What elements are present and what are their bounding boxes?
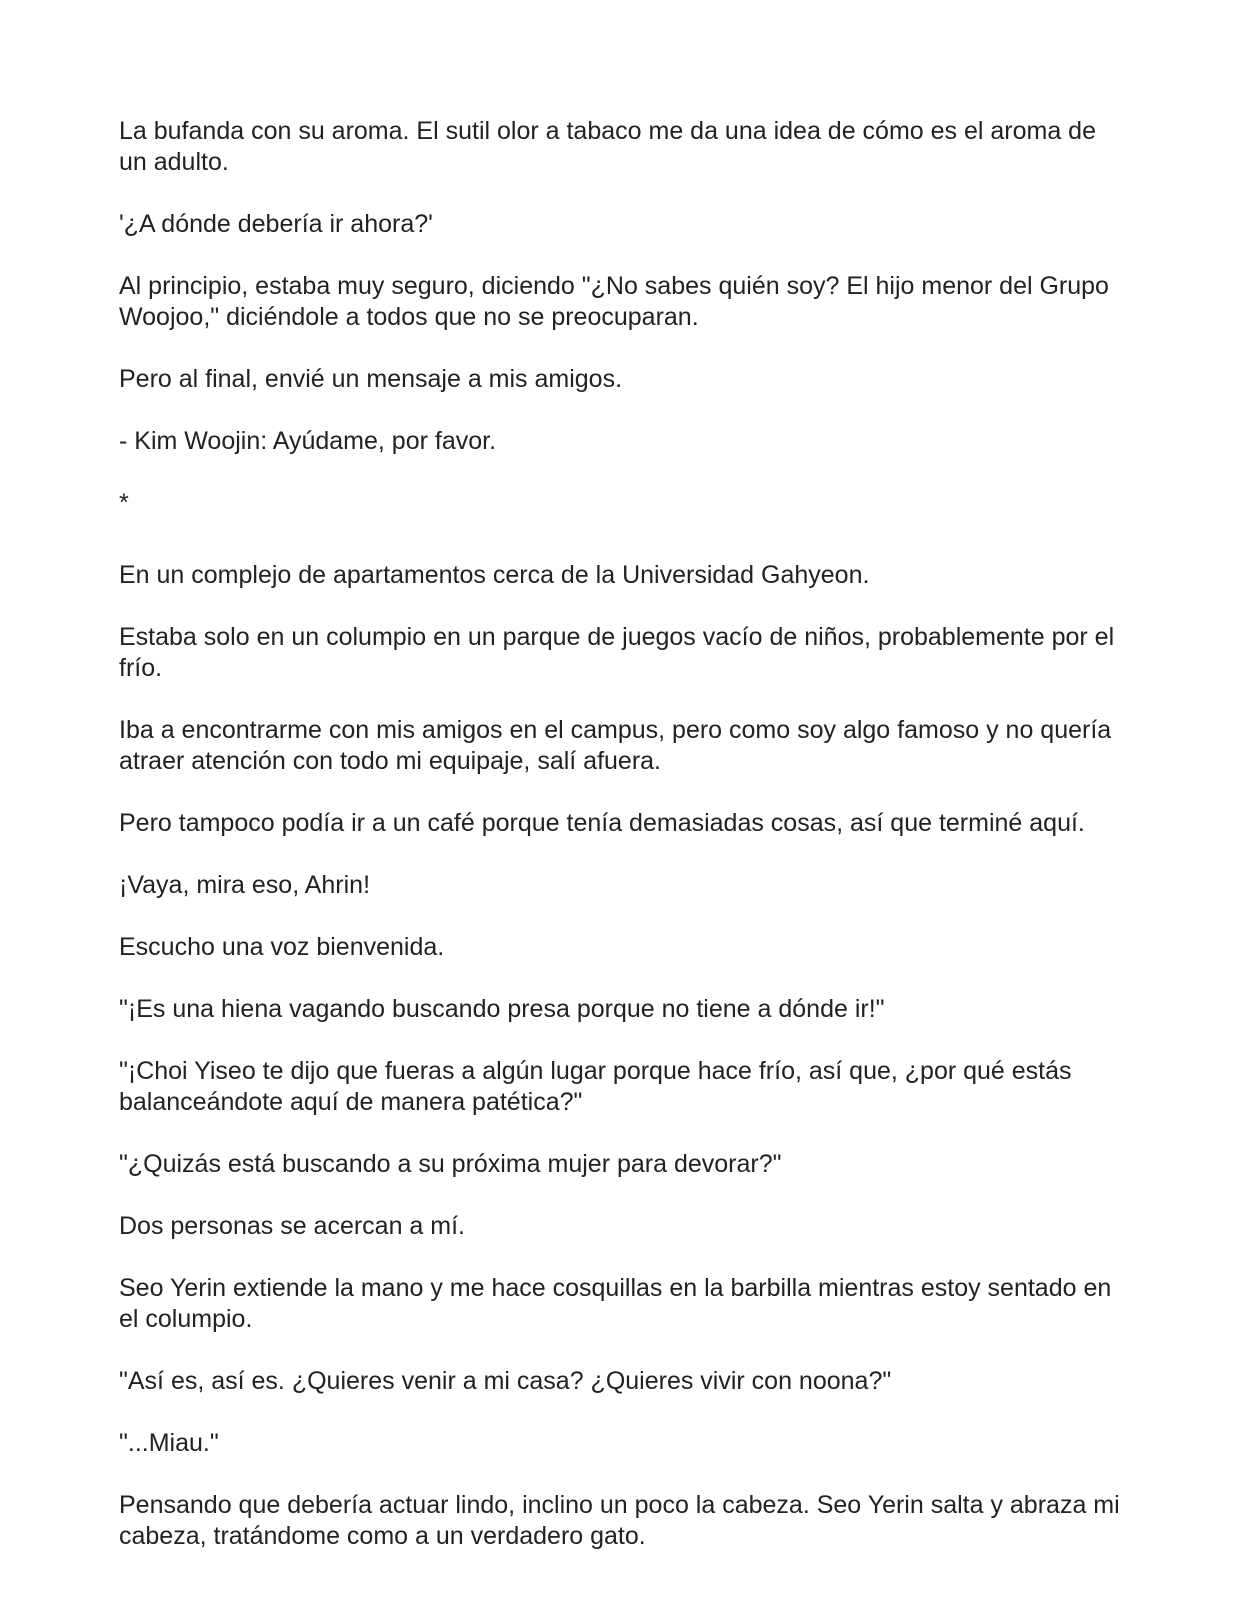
paragraph: Al principio, estaba muy seguro, diciendo "¿No sabes quién soy? El hijo menor del Grupo Woojoo," diciéndole a todos que no se preocuparan. [119, 272, 1109, 331]
paragraph: Estaba solo en un columpio en un parque de juegos vacío de niños, probablemente por el frío. [119, 623, 1115, 682]
paragraph: "...Miau." [119, 1429, 219, 1457]
paragraph: "¡Choi Yiseo te dijo que fueras a algún lugar porque hace frío, así que, ¿por qué estás balanceándote aquí de manera patética?" [119, 1057, 1072, 1116]
paragraph: "Así es, así es. ¿Quieres venir a mi casa? ¿Quieres vivir con noona?" [119, 1367, 892, 1395]
paragraph: Iba a encontrarme con mis amigos en el campus, pero como soy algo famoso y no quería atraer atención con todo mi equipaje, salí afuera. [119, 716, 1112, 775]
scene-break: * [119, 489, 129, 517]
paragraph: Seo Yerin extiende la mano y me hace cosquillas en la barbilla mientras estoy sentado en el columpio. [119, 1274, 1112, 1333]
paragraph: La bufanda con su aroma. El sutil olor a tabaco me da una idea de cómo es el aroma de un adulto. [119, 117, 1096, 176]
paragraph: Escucho una voz bienvenida. [119, 933, 445, 961]
paragraph: ¡Vaya, mira eso, Ahrin! [119, 871, 371, 899]
paragraph: Pensando que debería actuar lindo, inclino un poco la cabeza. Seo Yerin salta y abraza mi cabeza, tratándome como a un verdadero gato. [119, 1491, 1120, 1550]
paragraph: - Kim Woojin: Ayúdame, por favor. [119, 427, 497, 455]
paragraph: Pero al final, envié un mensaje a mis amigos. [119, 365, 623, 393]
paragraph: Dos personas se acercan a mí. [119, 1212, 465, 1240]
paragraph: Pero tampoco podía ir a un café porque tenía demasiadas cosas, así que terminé aquí. [119, 809, 1085, 837]
paragraph: En un complejo de apartamentos cerca de la Universidad Gahyeon. [119, 561, 870, 589]
paragraph: "¿Quizás está buscando a su próxima mujer para devorar?" [119, 1150, 782, 1178]
paragraph: '¿A dónde debería ir ahora?' [119, 210, 433, 238]
document-body [119, 116, 1129, 1583]
paragraph: "¡Es una hiena vagando buscando presa porque no tiene a dónde ir!" [119, 995, 885, 1023]
